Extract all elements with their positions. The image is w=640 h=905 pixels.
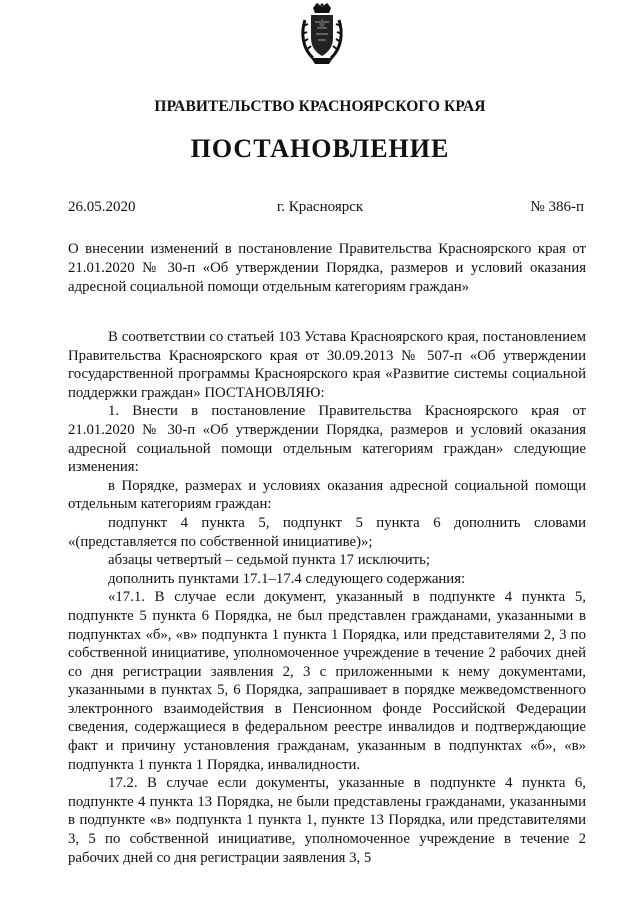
document-number: № 386-п <box>530 199 584 215</box>
paragraph: 1. Внести в постановление Правительства Красноярского края от 21.01.2020 № 30-п «Об утверждении Порядка, размеров и условий оказания адресной социальной помощи отдельным категориям граждан» следующие изменения: <box>68 403 586 476</box>
paragraph: в Порядке, размерах и условиях оказания адресной социальной помощи отдельным категориям граждан: <box>68 477 586 513</box>
paragraph: В соответствии со статьей 103 Устава Красноярского края, постановлением Правительства Красноярского края от 30.09.2013 № 507-п «Об утверждении государственной программы Красноярского края «Развитие системы социальной поддержки граждан» ПОСТАНОВЛЯЮ: <box>68 329 586 401</box>
document-city: г. Красноярск <box>276 199 364 215</box>
paragraph: абзацы четвертый – седьмой пункта 17 исключить; <box>108 552 430 569</box>
document-type-title: ПОСТАНОВЛЕНИЕ <box>190 134 450 163</box>
government-name: ПРАВИТЕЛЬСТВО КРАСНОЯРСКОГО КРАЯ <box>154 98 486 115</box>
paragraph: дополнить пунктами 17.1–17.4 следующего содержания: <box>108 570 466 587</box>
paragraph: «17.1. В случае если документ, указанный в подпункте 4 пункта 5, подпункте 5 пункта 6 Порядка, не был представлен гражданами, указанными в подпунктах «б», «в» подпункта 1 пункта 1 Порядка, или представителями 2, 3 по собственной инициативе, уполномоченное учреждение в течение 2 рабочих дней со дня регистрации заявления 2, 3 с приложенными к нему документами, указанными в пунктах 5, 6 Порядка, запрашивает в порядке межведомственного электронного взаимодействия в Пенсионном фонде Российской Федерации сведения, содержащиеся в федеральном реестре инвалидов и подтверждающие факт и причину установления гражданам, указанным в подпунктах «б», «в» подпункта 1 пункта 1 Порядка, инвалидности. <box>68 589 586 773</box>
paragraph: подпункт 4 пункта 5, подпункт 5 пункта 6 дополнить словами «(представляется по собственной инициативе)»; <box>68 514 586 550</box>
document-body <box>68 328 586 867</box>
paragraph: 17.2. В случае если документы, указанные в подпункте 4 пункта 6, подпункте 4 пункта 13 Порядка, не были представлены гражданами, указанными в подпункте «в» подпункта 1 пункта 1, пункте 13 Порядка, или представителями 3, 5 по собственной инициативе, уполномоченное учреждение в течение 2 рабочих дней со дня регистрации заявления 3, 5 <box>68 775 586 866</box>
document-date: 26.05.2020 <box>68 199 136 215</box>
krasnoyarsk-coat-of-arms-icon <box>299 2 345 66</box>
document-subject: О внесении изменений в постановление Правительства Красноярского края от 21.01.2020 № 30-п «Об утверждении Порядка, размеров и условий оказания адресной социальной помощи отдельным категориям граждан» <box>68 241 586 295</box>
